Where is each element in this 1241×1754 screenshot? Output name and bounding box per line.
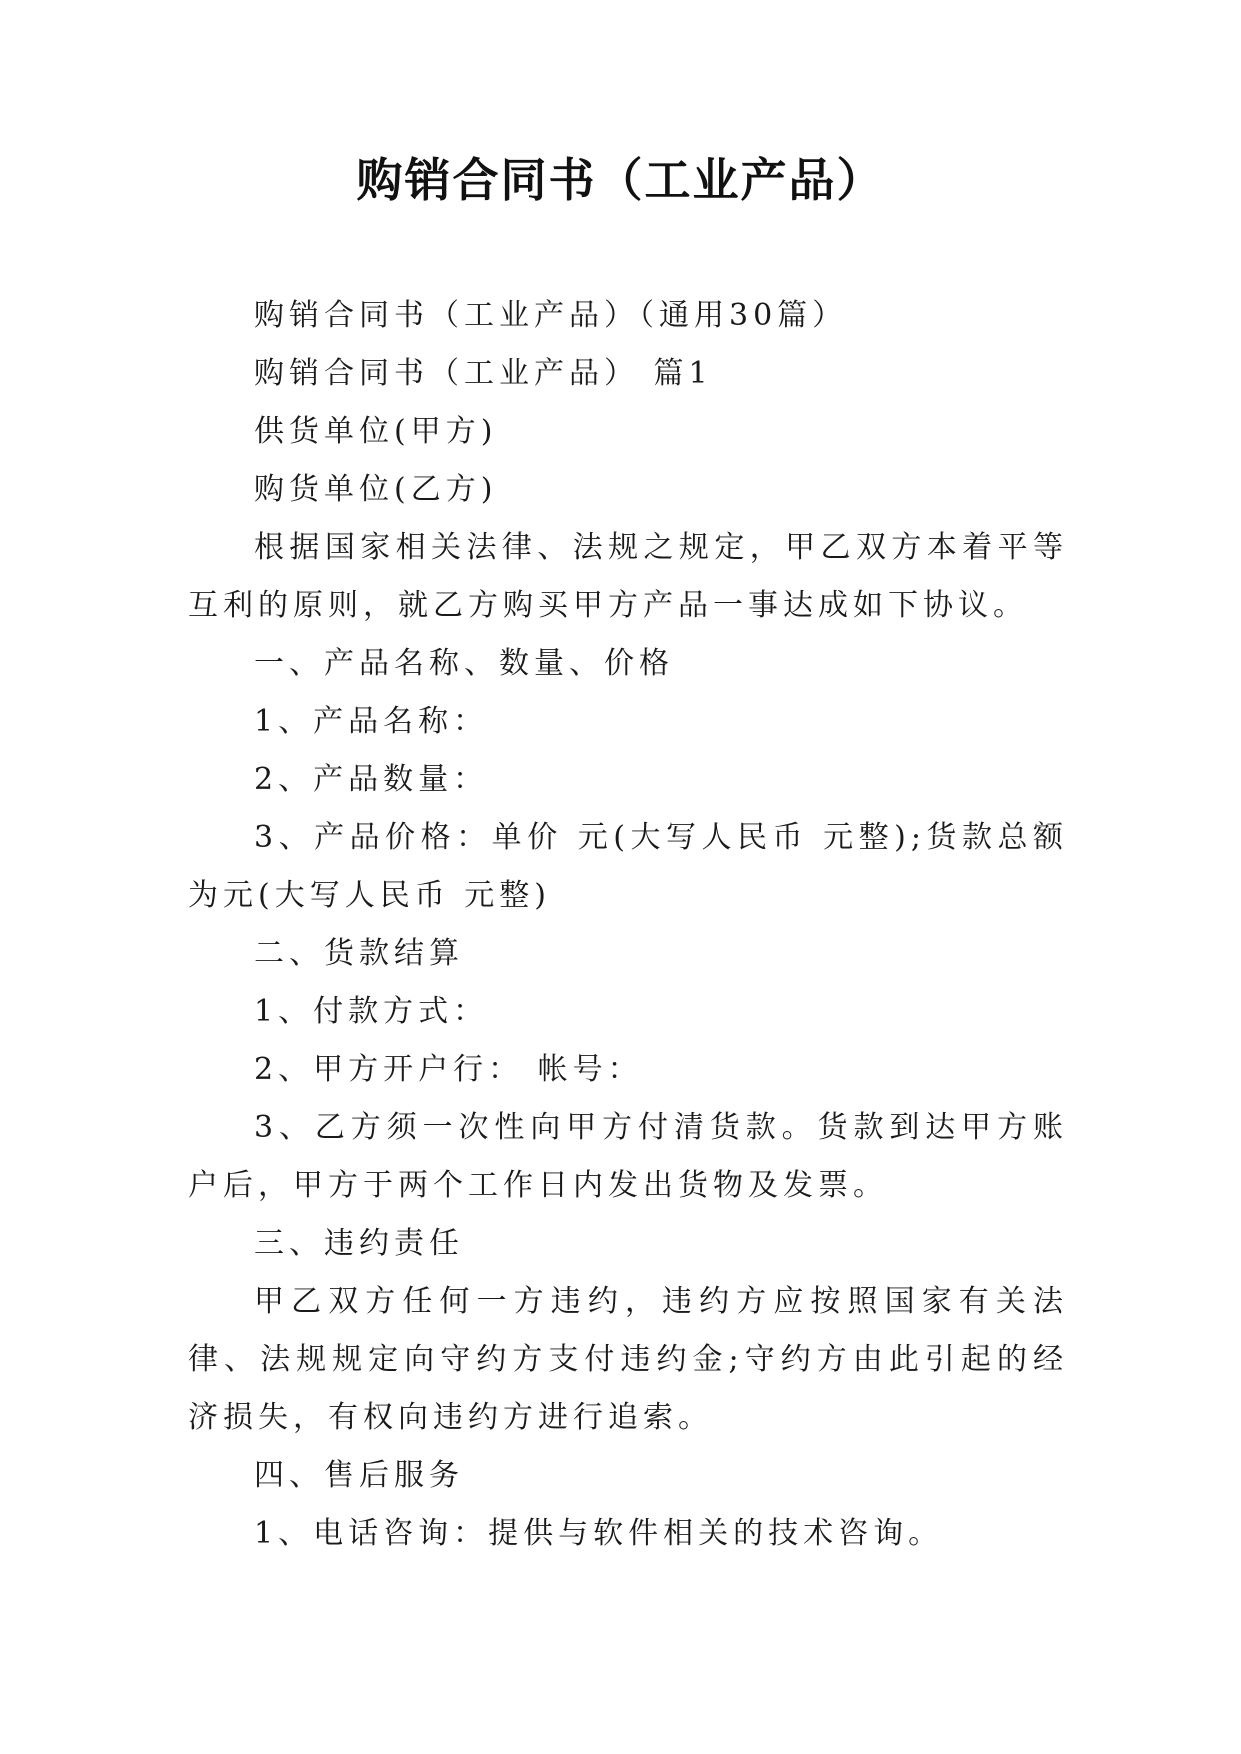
paragraph-collection-title: 购销合同书（工业产品）（通用30篇）	[254, 298, 848, 333]
section-heading-liability: 三、违约责任	[254, 1226, 464, 1261]
paragraph-preamble: 根据国家相关法律、法规之规定，甲乙双方本着平等互利的原则，就乙方购买甲方产品一事达成如下协议。	[188, 530, 1068, 623]
document-body	[188, 287, 1068, 1563]
paragraph-liability: 甲乙双方任何一方违约，违约方应按照国家有关法律、法规规定向守约方支付违约金;守约方由此引起的经济损失，有权向违约方进行追索。	[188, 1284, 1068, 1435]
paragraph-supplier: 供货单位(甲方)	[254, 414, 498, 449]
section-heading-settlement: 二、货款结算	[254, 936, 464, 971]
document-title: 购销合同书（工业产品）	[356, 153, 885, 207]
paragraph-chapter-heading: 购销合同书（工业产品） 篇1	[254, 356, 713, 391]
paragraph-bank-account: 2、甲方开户行： 帐号：	[254, 1052, 643, 1087]
paragraph-product-name: 1、产品名称：	[254, 704, 489, 739]
paragraph-phone-support: 1、电话咨询：提供与软件相关的技术咨询。	[254, 1516, 944, 1551]
paragraph-payment-terms: 3、乙方须一次性向甲方付清货款。货款到达甲方账户后，甲方于两个工作日内发出货物及发票。	[188, 1110, 1068, 1203]
paragraph-purchaser: 购货单位(乙方)	[254, 472, 498, 507]
paragraph-payment-method: 1、付款方式：	[254, 994, 489, 1029]
section-heading-after-sales: 四、售后服务	[254, 1458, 464, 1493]
paragraph-product-quantity: 2、产品数量：	[254, 762, 489, 797]
paragraph-product-price: 3、产品价格：单价 元(大写人民币 元整);货款总额为元(大写人民币 元整)	[188, 820, 1068, 913]
section-heading-product: 一、产品名称、数量、价格	[254, 646, 674, 681]
